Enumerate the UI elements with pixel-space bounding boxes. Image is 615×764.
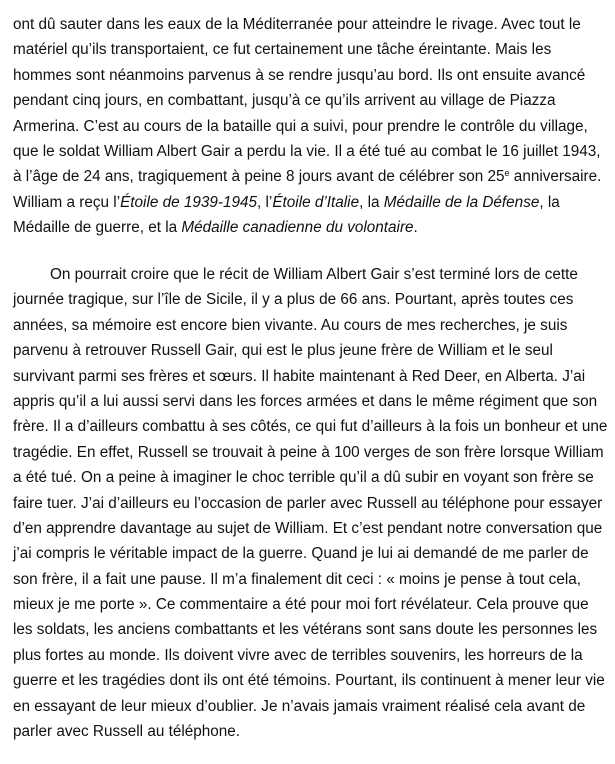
text-line: mieux je me porte ». Ce commentaire a été pour moi fort révélateur. Cela prouve que <box>13 596 589 614</box>
text-line: journée tragique, sur l’île de Sicile, il y a plus de 66 ans. Pourtant, après toutes ces <box>13 291 574 309</box>
text-line: les soldats, les anciens combattants et les vétérans sont sans doute les personnes les <box>13 621 598 639</box>
superscript: e <box>504 168 510 179</box>
text-line <box>13 215 608 240</box>
text-line: frère. Il a d’ailleurs combattu à ses côtés, ce qui fut d’ailleurs à la fois un bonheur et une <box>13 418 608 436</box>
medal-name: Étoile d’Italie <box>272 193 360 211</box>
text: Médaille de guerre, et la <box>13 219 182 237</box>
text-line: guerre et les tragédies dont ils ont été témoins. Pourtant, ils continuent à mener leur vie <box>13 672 605 690</box>
medal-name: Médaille canadienne du volontaire <box>181 219 414 237</box>
text-line: d’en apprendre davantage au sujet de William. Et c’est pendant notre conversation que <box>13 519 603 537</box>
text: à l’âge de 24 ans, tragiquement à peine 8 jours avant de célébrer son 25 <box>13 168 505 186</box>
text-line: hommes sont néanmoins parvenus à se rendre jusqu’au bord. Ils ont ensuite avancé <box>13 66 586 84</box>
text-line: son frère, il a fait une pause. Il m’a finalement dit ceci : « moins je pense à tout cela, <box>13 570 581 588</box>
text: , la <box>539 193 560 211</box>
text-line <box>13 164 608 189</box>
text: William a reçu l’ <box>13 193 121 211</box>
paragraph-1 <box>13 12 608 241</box>
text-line <box>13 190 608 215</box>
text: anniversaire. <box>509 168 602 186</box>
text-line: en essayant de leur mieux d’oublier. Je n’avais jamais vraiment réalisé cela avant de <box>13 697 586 715</box>
medal-name: Étoile de 1939-1945 <box>120 193 258 211</box>
text-line: ont dû sauter dans les eaux de la Méditerranée pour atteindre le rivage. Avec tout le <box>13 16 581 33</box>
text-line: parler avec Russell au téléphone. <box>13 723 241 741</box>
text: . <box>413 219 418 237</box>
text-line: pendant cinq jours, en combattant, jusqu’à ce qu’ils arrivent au village de Piazza <box>13 92 556 110</box>
text: , la <box>359 193 384 211</box>
text-line: tragédie. En effet, Russell se trouvait à peine à 100 verges de son frère lorsque William <box>13 443 604 461</box>
text-line: parvenu à retrouver Russell Gair, qui est le plus jeune frère de William et le seul <box>13 342 553 360</box>
text-line: j’ai compris le véritable impact de la guerre. Quand je lui ai demandé de me parler de <box>13 545 589 563</box>
text-line: plus fortes au monde. Ils doivent vivre avec de terribles souvenirs, les horreurs de la <box>13 646 583 664</box>
text-line: On pourrait croire que le récit de William Albert Gair s’est terminé lors de cette <box>50 266 578 283</box>
paragraph-2 <box>13 262 608 744</box>
text-line: Armerina. C’est au cours de la bataille qui a suivi, pour prendre le contrôle du village, <box>13 117 588 135</box>
text-line: a été tué. On a peine à imaginer le choc terrible qu’il a dû subir en voyant son frère se <box>13 469 594 487</box>
text-line: années, sa mémoire est encore bien vivante. Au cours de mes recherches, je suis <box>13 316 568 334</box>
text-line: matériel qu’ils transportaient, ce fut certainement une tâche éreintante. Mais les <box>13 41 552 59</box>
text-line: survivant parmi ses frères et sœurs. Il habite maintenant à Red Deer, en Alberta. J’ai <box>13 367 586 385</box>
medal-name: Médaille de la Défense <box>383 193 540 211</box>
text: , l’ <box>257 193 273 211</box>
text-line: que le soldat William Albert Gair a perdu la vie. Il a été tué au combat le 16 juillet 1943, <box>13 142 601 160</box>
text-line: appris qu’il a lui aussi servi dans les forces armées et dans le même régiment que son <box>13 392 598 410</box>
text-line: faire tuer. J’ai d’ailleurs eu l’occasion de parler avec Russell au téléphone pour essayer <box>13 494 603 512</box>
